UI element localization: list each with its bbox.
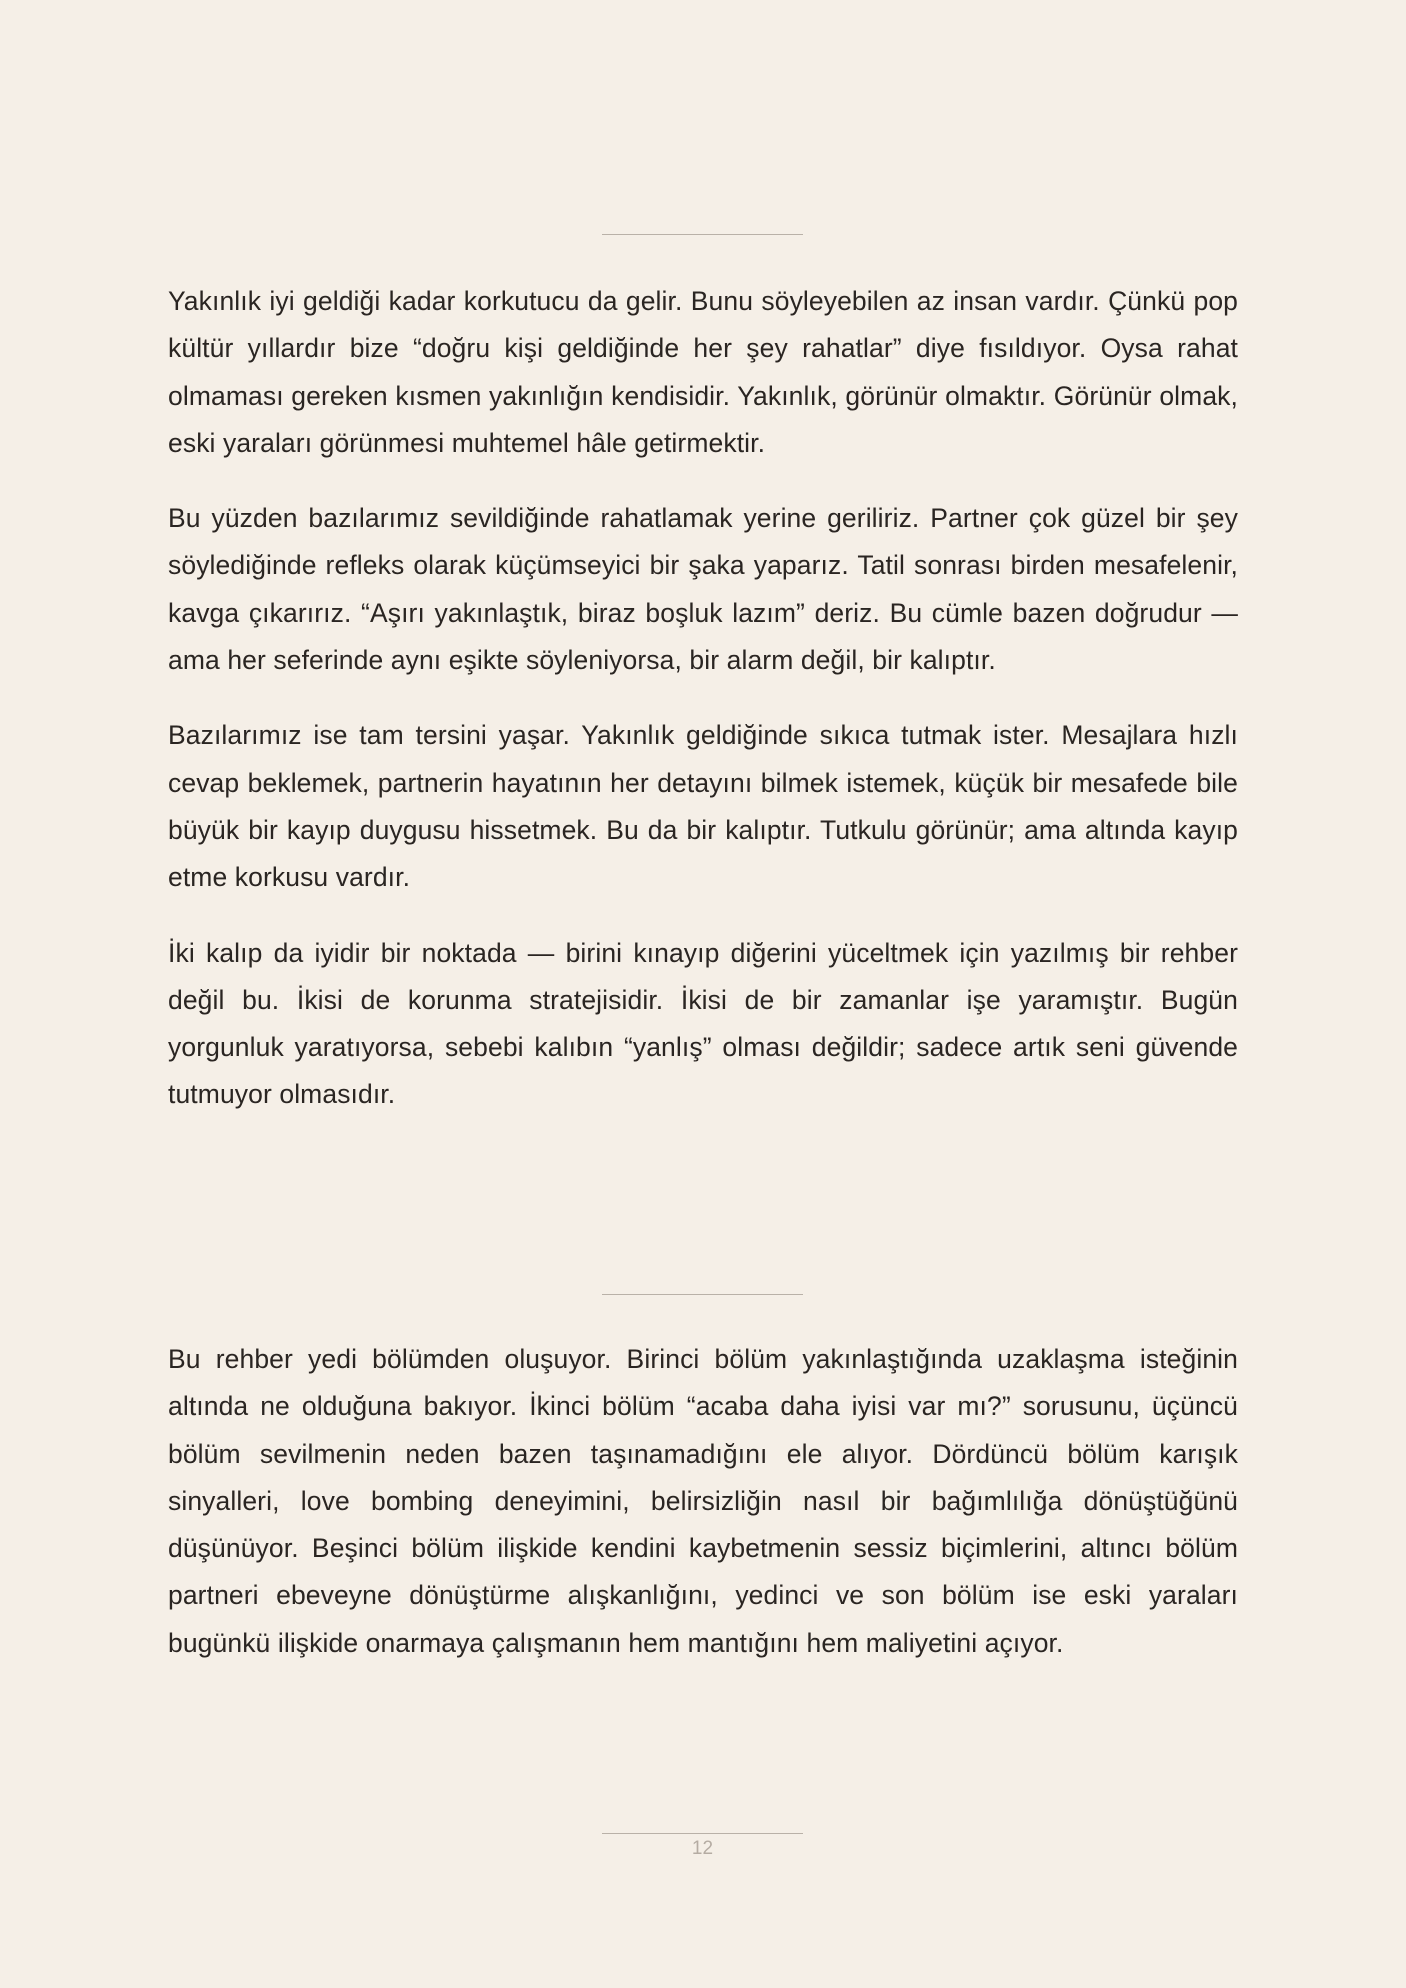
- top-divider: [602, 234, 803, 235]
- paragraph: Bu rehber yedi bölümden oluşuyor. Birinci bölüm yakınlaştığında uzaklaşma isteğinin altında ne olduğuna bakıyor. İkinci bölüm “acaba daha iyisi var mı?” sorusunu, üçüncü bölüm sevilmenin neden bazen taşınamadığını ele alıyor. Dördüncü bölüm karışık sinyalleri, love bombing deneyimini, belirsizliğin nasıl bir bağımlılığa dönüştüğünü düşünüyor. Beşinci bölüm ilişkide kendini kaybetmenin sessiz biçimlerini, altıncı bölüm partneri ebeveyne dönüştürme alışkanlığını, yedinci ve son bölüm ise eski yaraları bugünkü ilişkide onarmaya çalışmanın hem mantığını hem maliyetini açıyor.: [168, 1344, 1238, 1658]
- footer-divider: [602, 1833, 803, 1834]
- paragraph: Bu yüzden bazılarımız sevildiğinde rahatlamak yerine geriliriz. Partner çok güzel bir şey söylediğinde refleks olarak küçümseyici bir şaka yaparız. Tatil sonrası birden mesafelenir, kavga çıkarırız. “Aşırı yakınlaştık, biraz boşluk lazım” deriz. Bu cümle bazen doğrudur — ama her seferinde aynı eşikte söyleniyorsa, bir alarm değil, bir kalıptır.: [168, 503, 1238, 676]
- section-2-body: [168, 1336, 1238, 1695]
- section-divider: [602, 1294, 803, 1295]
- page-number: 12: [691, 1838, 714, 1859]
- paragraph: İki kalıp da iyidir bir noktada — birini kınayıp diğerini yüceltmek için yazılmış bir rehber değil bu. İkisi de korunma stratejisidir. İkisi de bir zamanlar işe yaramıştır. Bugün yorgunluk yaratıyorsa, sebebi kalıbın “yanlış” olması değildir; sadece artık seni güvende tutmuyor olmasıdır.: [168, 937, 1238, 1110]
- paragraph: Yakınlık iyi geldiği kadar korkutucu da gelir. Bunu söyleyebilen az insan vardır. Çünkü pop kültür yıllardır bize “doğru kişi geldiğinde her şey rahatlar” diye fısıldıyor. Oysa rahat olmaması gereken kısmen yakınlığın kendisidir. Yakınlık, görünür olmaktır. Görünür olmak, eski yaraları görünmesi muhtemel hâle getirmektir.: [168, 286, 1238, 458]
- paragraph: Bazılarımız ise tam tersini yaşar. Yakınlık geldiğinde sıkıca tutmak ister. Mesajlara hızlı cevap beklemek, partnerin hayatının her detayını bilmek istemek, küçük bir mesafede bile büyük bir kayıp duygusu hissetmek. Bu da bir kalıptır. Tutkulu görünür; ama altında kayıp etme korkusu vardır.: [168, 720, 1238, 893]
- section-1-body: [168, 278, 1238, 1147]
